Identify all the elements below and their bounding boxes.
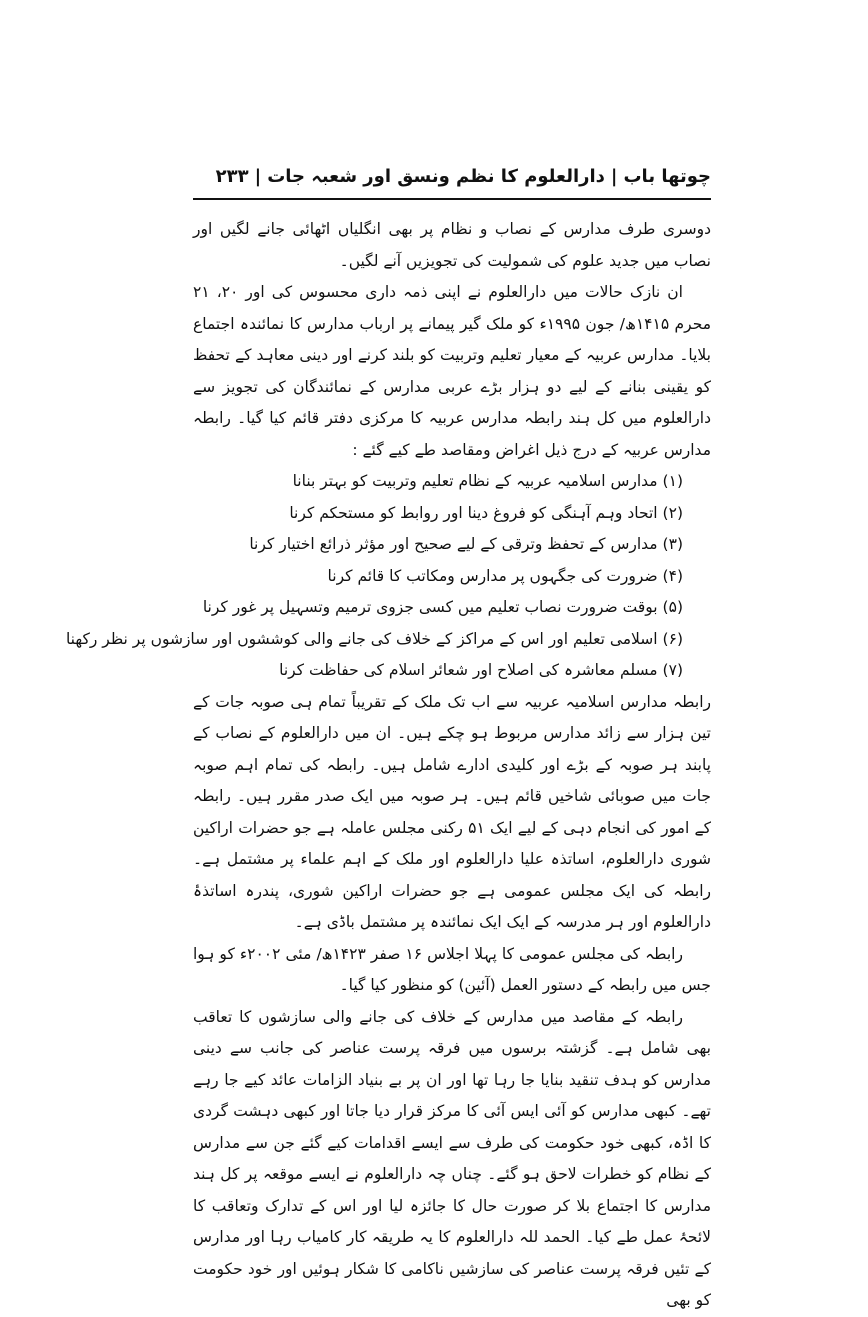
list-item [193,592,683,624]
list-item [193,466,683,498]
list-item-text: ضرورت کی جگہوں پر مدارس ومکاتب کا قائم کرنا [327,566,658,585]
page-number: ۲۳۳ [215,166,249,187]
list-item-text: اتحاد وہم آہنگی کو فروغ دینا اور روابط کو مستحکم کرنا [289,503,658,522]
paragraph: ان نازک حالات میں دارالعلوم نے اپنی ذمہ داری محسوس کی اور ۲۰، ۲۱ محرم ۱۴۱۵ھ/ جون ۱۹۹۵ء کو ملک گیر پیمانے پر ارباب مدارس کا نمائندہ اجتماع بلایا۔ مدارس عربیہ کے معیار تعلیم وتربیت کو بلند کرنے اور دینی معاہد کے تحفظ کو یقینی بنانے کے لیے دو ہزار بڑے عربی مدارس کے نمائندگان کی تجویز سے دارالعلوم میں کل ہند رابطہ مدارس عربیہ کا مرکزی دفتر قائم کیا گیا۔ رابطہ مدارس عربیہ کے درج ذیل اغراض ومقاصد طے کیے گئے : [193,283,711,459]
list-item-text: مدارس اسلامیہ عربیہ کے نظام تعلیم وتربیت کو بہتر بنانا [292,472,658,490]
list-item-text: بوقت ضرورت نصاب تعلیم میں کسی جزوی ترمیم وتسہیل پر غور کرنا [202,598,658,616]
list-item [193,529,683,561]
chapter-title: دارالعلوم کا نظم ونسق اور شعبہ جات [267,166,605,187]
list-item-number: (۵) [662,598,683,616]
list-item-text: مدارس کے تحفظ وترقی کے لیے صحیح اور مؤثر ذرائع اختیار کرنا [249,535,658,553]
paragraph: رابطہ مدارس اسلامیہ عربیہ سے اب تک ملک کے تقریباً تمام ہی صوبہ جات کے تین ہزار سے زائد مدارس مربوط ہو چکے ہیں۔ ان میں دارالعلوم کے نصاب کے پابند ہر صوبہ کے بڑے اور کلیدی ادارے شامل ہیں۔ رابطہ کی تمام اہم صوبہ جات میں صوبائی شاخیں قائم ہیں۔ ہر صوبہ میں ایک صدر مقرر ہیں۔ رابطہ کے امور کی انجام دہی کے لیے ایک ۵۱ رکنی مجلس عاملہ ہے جو حضرات اراکین شوری دارالعلوم، اساتذہ علیا دارالعلوم اور ملک کے اہم علماء پر مشتمل ہے۔ رابطہ کی ایک مجلس عمومی ہے جو حضرات اراکین شوری، پندرہ اساتذۂ دارالعلوم اور ہر مدرسہ کے ایک ایک نمائندہ پر مشتمل باڈی ہے۔ [193,692,712,931]
objectives-list [65,466,711,687]
list-item-number: (۴) [662,566,683,585]
paragraph: رابطہ کے مقاصد میں مدارس کے خلاف کی جانے والی سازشوں کا تعاقب بھی شامل ہے۔ گزشتہ برسوں میں فرقہ پرست عناصر کی جانب سے دینی مدارس کو ہدف تنقید بنایا جا رہا تھا اور ان پر بے بنیاد الزامات عائد کیے جا رہے تھے۔ کبھی مدارس کو آئی ایس آئی کا مرکز قرار دیا جاتا اور کبھی دہشت گردی کا اڈہ، کبھی خود حکومت کی طرف سے ایسے اقدامات کیے گئے جن سے مدارس کے نظام کو خطرات لاحق ہو گئے۔ چناں چہ دارالعلوم نے ایسے موقعہ پر کل ہند مدارس کا اجتماع بلا کر صورت حال کا جائزہ لیا اور اس کے تدارک وتعاقب کا لائحۂ عمل طے کیا۔ الحمد للہ دارالعلوم کا یہ طریقہ کار کامیاب رہا اور مدارس کے تئیں فرقہ پرست عناصر کی سازشیں ناکامی کا شکار ہوئیں اور خود حکومت کو بھی [193,1007,711,1309]
list-item [193,498,683,530]
list-item [193,655,683,687]
list-item-text: اسلامی تعلیم اور اس کے مراکز کے خلاف کی جانے والی کوششوں اور سازشوں پر نظر رکھنا [65,629,658,648]
paragraph: رابطہ کی مجلس عمومی کا پہلا اجلاس ۱۶ صفر ۱۴۲۳ھ/ مئی ۲۰۰۲ء کو ہوا جس میں رابطہ کے دستور العمل (آئین) کو منظور کیا گیا۔ [193,944,711,994]
header-separator: | [254,166,262,187]
list-item-number: (۱) [662,472,683,490]
header-rule [193,198,711,200]
chapter-label: چوتھا باب [623,166,711,187]
header-separator: | [610,166,618,187]
list-item-number: (۲) [662,503,683,522]
list-item-number: (۷) [662,661,683,679]
list-item [65,624,683,656]
list-item [193,561,683,593]
list-item-number: (۶) [662,629,683,648]
list-item-number: (۳) [662,535,683,553]
list-item-text: مسلم معاشرہ کی اصلاح اور شعائر اسلام کی حفاظت کرنا [279,661,658,679]
running-header [193,162,711,192]
paragraph: دوسری طرف مدارس کے نصاب و نظام پر بھی انگلیاں اٹھائی جانے لگیں اور نصاب میں جدید علوم کی شمولیت کی تجویزیں آنے لگیں۔ [193,220,711,270]
body-text [65,214,712,1317]
